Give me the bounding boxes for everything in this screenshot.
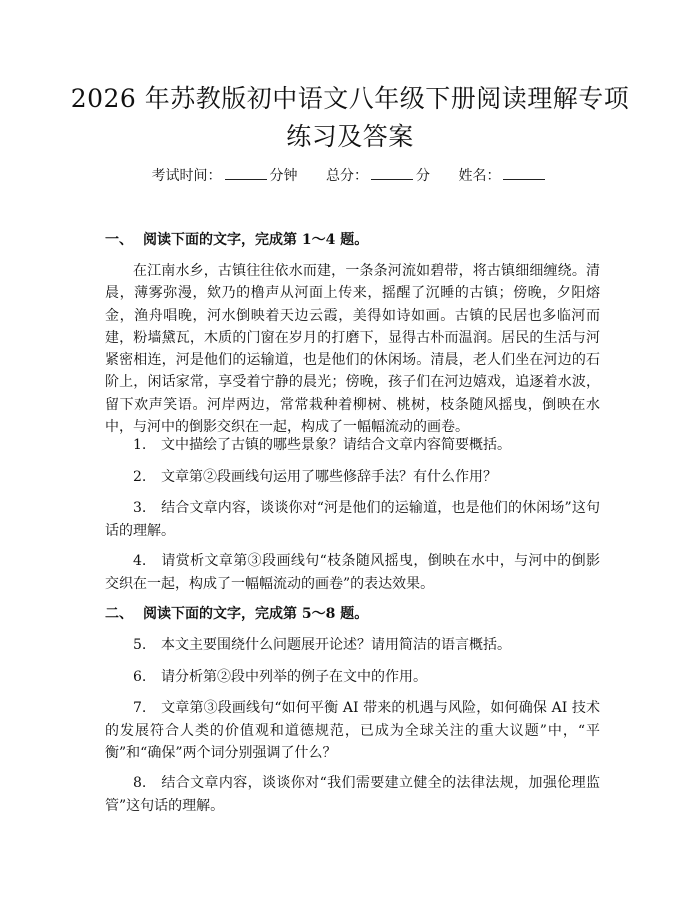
page-title: 2026 年苏教版初中语文八年级下册阅读理解专项练习及答案	[70, 84, 630, 151]
time-blank	[225, 167, 267, 180]
reading-passage: 在江南水乡，古镇往往依水而建，一条条河流如碧带，将古镇细细缠绕。清晨，薄雾弥漫，欸乃的橹声从河面上传来，摇醒了沉睡的古镇；傍晚，夕阳熔金，渔舟唱晚，河水倒映着天边云霞，美得如诗如画。古镇的民居也多临河而建，粉墙黛瓦，木质的门窗在岁月的打磨下，显得古朴而温润。居民的生活与河紧密相连，河是他们的运输道，也是他们的休闲场。清晨，老人们坐在河边的石阶上，闲话家常，享受着宁静的晨光；傍晚，孩子们在河边嬉戏，追逐着水波，留下欢声笑语。河岸两边，常常栽种着柳树、桃树，枝条随风摇曳，倒映在水中，与河中的倒影交织在一起，构成了一幅幅流动的画卷。	[105, 263, 600, 436]
name-label: 姓名：	[458, 168, 501, 184]
question-number: 3.	[133, 500, 147, 516]
question-text: 文章第③段画线句“如何平衡 AI 带来的机遇与风险，如何确保 AI 技术的发展符合人类的价值观和道德规范，已成为全球关注的重大议题”中，“平衡”和“确保”两个词分别强调了什么？	[105, 700, 600, 761]
time-label: 考试时间：	[151, 168, 222, 184]
question-item	[105, 466, 600, 489]
section-heading	[105, 229, 605, 251]
question-item	[105, 550, 600, 595]
question-item	[105, 434, 600, 457]
question-item	[105, 497, 600, 542]
question-number: 7.	[133, 700, 147, 716]
question-text: 文中描绘了古镇的哪些景象？请结合文章内容简要概括。	[161, 437, 511, 453]
question-text: 文章第②段画线句运用了哪些修辞手法？有什么作用？	[161, 469, 497, 485]
score-label: 总分：	[326, 168, 368, 184]
score-blank	[371, 167, 413, 180]
student-name	[458, 168, 548, 184]
question-item	[105, 634, 600, 657]
question-item	[105, 666, 600, 689]
section-heading-text: 阅读下面的文字，完成第 1～4 题。	[143, 232, 369, 248]
question-text: 本文主要围绕什么问题展开论述？请用简洁的语言概括。	[161, 637, 511, 653]
question-text: 结合文章内容，谈谈你对“我们需要建立健全的法律法规，加强伦理监管”这句话的理解。	[105, 775, 600, 814]
exam-score	[326, 168, 434, 184]
question-text: 请赏析文章第③段画线句“枝条随风摇曳，倒映在水中，与河中的倒影交织在一起，构成了一幅幅流动的画卷”的表达效果。	[105, 553, 600, 592]
name-blank	[503, 167, 545, 180]
question-text: 请分析第②段中列举的例子在文中的作用。	[161, 669, 427, 685]
time-unit: 分钟	[269, 168, 298, 184]
question-text: 结合文章内容，谈谈你对“河是他们的运输道，也是他们的休闲场”这句话的理解。	[105, 500, 600, 539]
exam-info	[0, 166, 700, 186]
question-number: 1.	[133, 437, 147, 453]
question-number: 2.	[133, 469, 147, 485]
section-number: 一、	[105, 232, 133, 248]
section-heading	[105, 603, 605, 625]
section-number: 二、	[105, 606, 133, 622]
score-unit: 分	[416, 168, 430, 184]
question-number: 6.	[133, 669, 147, 685]
question-number: 5.	[133, 637, 147, 653]
section-heading-text: 阅读下面的文字，完成第 5～8 题。	[143, 606, 369, 622]
question-item	[105, 772, 600, 817]
question-number: 4.	[133, 553, 147, 569]
exam-time	[152, 168, 302, 184]
question-item	[105, 697, 600, 765]
question-number: 8.	[133, 775, 147, 791]
